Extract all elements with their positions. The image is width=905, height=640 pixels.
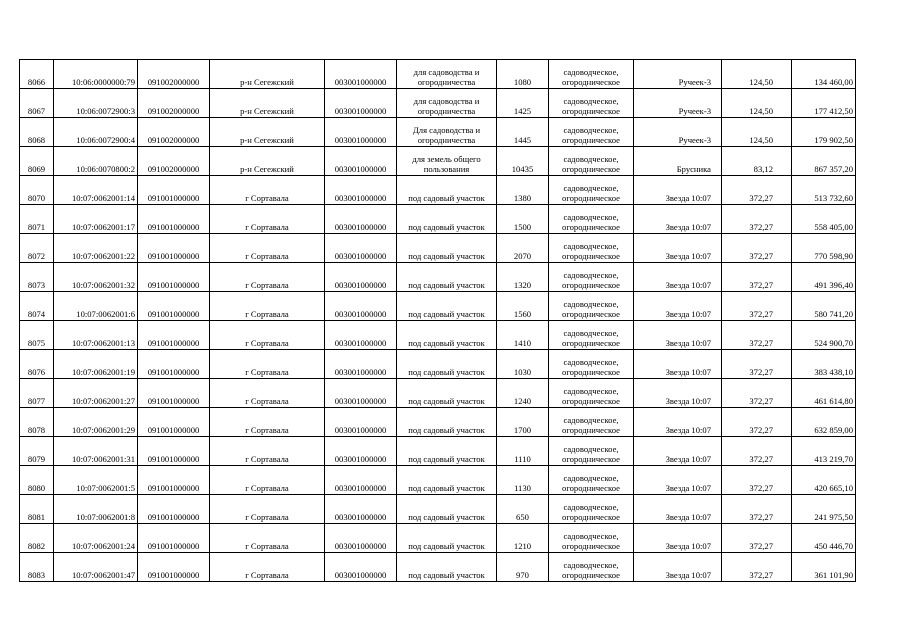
table-row xyxy=(20,234,856,263)
cell-locality: р-н Сегежский xyxy=(210,60,325,89)
cell-okato-code: 091002000000 xyxy=(138,89,210,118)
cell-category-code: 003001000000 xyxy=(325,495,397,524)
cell-okato-code: 091001000000 xyxy=(138,205,210,234)
cell-use-category: садоводческое, огородническое xyxy=(549,524,634,553)
cell-cadastral-number: 10:06:0072900:3 xyxy=(54,89,138,118)
cell-cadastral-value: 632 859,00 xyxy=(792,408,856,437)
cell-area: 1700 xyxy=(497,408,549,437)
cell-area: 1380 xyxy=(497,176,549,205)
cell-number: 8066 xyxy=(20,60,54,89)
cell-cadastral-number: 10:06:0072900:4 xyxy=(54,118,138,147)
cell-valuation-zone: Звезда 10:07 xyxy=(634,553,722,582)
cell-permitted-use: для земель общего пользования xyxy=(397,147,497,176)
cell-unit-value: 372,27 xyxy=(722,408,792,437)
cell-permitted-use: под садовый участок xyxy=(397,321,497,350)
cell-valuation-zone: Звезда 10:07 xyxy=(634,234,722,263)
cell-area: 1410 xyxy=(497,321,549,350)
table-row xyxy=(20,408,856,437)
cell-okato-code: 091001000000 xyxy=(138,553,210,582)
cell-okato-code: 091001000000 xyxy=(138,176,210,205)
cell-number: 8070 xyxy=(20,176,54,205)
cell-locality: г Сортавала xyxy=(210,495,325,524)
cell-locality: г Сортавала xyxy=(210,553,325,582)
cell-valuation-zone: Звезда 10:07 xyxy=(634,205,722,234)
cell-okato-code: 091002000000 xyxy=(138,60,210,89)
cell-okato-code: 091001000000 xyxy=(138,350,210,379)
cell-cadastral-value: 513 732,60 xyxy=(792,176,856,205)
cell-use-category: садоводческое, огородническое xyxy=(549,350,634,379)
cell-valuation-zone: Звезда 10:07 xyxy=(634,524,722,553)
cell-category-code: 003001000000 xyxy=(325,321,397,350)
cell-area: 650 xyxy=(497,495,549,524)
table-row xyxy=(20,495,856,524)
cell-valuation-zone: Звезда 10:07 xyxy=(634,350,722,379)
cell-unit-value: 372,27 xyxy=(722,292,792,321)
cell-number: 8077 xyxy=(20,379,54,408)
cell-cadastral-number: 10:07:0062001:14 xyxy=(54,176,138,205)
cell-number: 8074 xyxy=(20,292,54,321)
cell-area: 2070 xyxy=(497,234,549,263)
cell-cadastral-value: 420 665,10 xyxy=(792,466,856,495)
cell-cadastral-value: 524 900,70 xyxy=(792,321,856,350)
cell-permitted-use: под садовый участок xyxy=(397,437,497,466)
cell-locality: р-н Сегежский xyxy=(210,118,325,147)
cell-permitted-use: под садовый участок xyxy=(397,234,497,263)
cell-unit-value: 124,50 xyxy=(722,60,792,89)
cell-okato-code: 091001000000 xyxy=(138,495,210,524)
cell-okato-code: 091001000000 xyxy=(138,524,210,553)
cell-unit-value: 372,27 xyxy=(722,234,792,263)
cell-locality: г Сортавала xyxy=(210,524,325,553)
cell-number: 8071 xyxy=(20,205,54,234)
table-row xyxy=(20,147,856,176)
cell-use-category: садоводческое, огородническое xyxy=(549,263,634,292)
table-row xyxy=(20,553,856,582)
cell-unit-value: 124,50 xyxy=(722,89,792,118)
cell-unit-value: 372,27 xyxy=(722,379,792,408)
land-registry-table xyxy=(19,59,856,582)
cell-permitted-use: под садовый участок xyxy=(397,205,497,234)
cell-use-category: садоводческое, огородническое xyxy=(549,147,634,176)
cell-permitted-use: под садовый участок xyxy=(397,553,497,582)
cell-area: 1320 xyxy=(497,263,549,292)
cell-cadastral-value: 241 975,50 xyxy=(792,495,856,524)
cell-cadastral-number: 10:07:0062001:27 xyxy=(54,379,138,408)
cell-area: 10435 xyxy=(497,147,549,176)
cell-locality: г Сортавала xyxy=(210,292,325,321)
cell-okato-code: 091001000000 xyxy=(138,379,210,408)
cell-use-category: садоводческое, огородническое xyxy=(549,466,634,495)
cell-category-code: 003001000000 xyxy=(325,147,397,176)
cell-locality: г Сортавала xyxy=(210,176,325,205)
cell-valuation-zone: Звезда 10:07 xyxy=(634,408,722,437)
cell-cadastral-number: 10:07:0062001:22 xyxy=(54,234,138,263)
cell-permitted-use: для садоводства и огородничества xyxy=(397,89,497,118)
cell-cadastral-value: 177 412,50 xyxy=(792,89,856,118)
cell-use-category: садоводческое, огородническое xyxy=(549,321,634,350)
cell-valuation-zone: Ручеек-3 xyxy=(634,118,722,147)
cell-cadastral-value: 383 438,10 xyxy=(792,350,856,379)
table-row xyxy=(20,321,856,350)
table-row xyxy=(20,292,856,321)
table-row xyxy=(20,89,856,118)
cell-use-category: садоводческое, огородническое xyxy=(549,176,634,205)
cell-category-code: 003001000000 xyxy=(325,60,397,89)
table-row xyxy=(20,350,856,379)
cell-valuation-zone: Звезда 10:07 xyxy=(634,495,722,524)
cell-category-code: 003001000000 xyxy=(325,408,397,437)
cell-unit-value: 83,12 xyxy=(722,147,792,176)
cell-okato-code: 091001000000 xyxy=(138,292,210,321)
cell-unit-value: 372,27 xyxy=(722,466,792,495)
cell-cadastral-value: 450 446,70 xyxy=(792,524,856,553)
cell-permitted-use: Для садоводства и огородничества xyxy=(397,118,497,147)
cell-cadastral-value: 179 902,50 xyxy=(792,118,856,147)
cell-use-category: садоводческое, огородническое xyxy=(549,379,634,408)
cell-area: 1130 xyxy=(497,466,549,495)
cell-okato-code: 091001000000 xyxy=(138,321,210,350)
cell-number: 8081 xyxy=(20,495,54,524)
cell-category-code: 003001000000 xyxy=(325,437,397,466)
cell-cadastral-number: 10:07:0062001:13 xyxy=(54,321,138,350)
cell-locality: г Сортавала xyxy=(210,466,325,495)
cell-category-code: 003001000000 xyxy=(325,524,397,553)
cell-number: 8068 xyxy=(20,118,54,147)
cell-valuation-zone: Звезда 10:07 xyxy=(634,321,722,350)
cell-valuation-zone: Ручеек-3 xyxy=(634,60,722,89)
cell-area: 1445 xyxy=(497,118,549,147)
cell-cadastral-value: 558 405,00 xyxy=(792,205,856,234)
cell-locality: г Сортавала xyxy=(210,379,325,408)
cell-cadastral-number: 10:07:0062001:6 xyxy=(54,292,138,321)
cell-category-code: 003001000000 xyxy=(325,466,397,495)
cell-permitted-use: под садовый участок xyxy=(397,524,497,553)
cell-cadastral-number: 10:07:0062001:19 xyxy=(54,350,138,379)
table-body xyxy=(20,60,856,582)
cell-cadastral-value: 580 741,20 xyxy=(792,292,856,321)
cell-locality: г Сортавала xyxy=(210,263,325,292)
cell-valuation-zone: Брусника xyxy=(634,147,722,176)
cell-area: 1080 xyxy=(497,60,549,89)
table-row xyxy=(20,524,856,553)
cell-unit-value: 372,27 xyxy=(722,176,792,205)
cell-unit-value: 372,27 xyxy=(722,205,792,234)
cell-cadastral-number: 10:07:0062001:47 xyxy=(54,553,138,582)
cell-locality: г Сортавала xyxy=(210,350,325,379)
table-row xyxy=(20,118,856,147)
table-row xyxy=(20,437,856,466)
cell-category-code: 003001000000 xyxy=(325,234,397,263)
cell-use-category: садоводческое, огородническое xyxy=(549,495,634,524)
cell-cadastral-number: 10:07:0062001:5 xyxy=(54,466,138,495)
cell-area: 1030 xyxy=(497,350,549,379)
cell-locality: р-н Сегежский xyxy=(210,147,325,176)
cell-cadastral-value: 491 396,40 xyxy=(792,263,856,292)
cell-area: 1110 xyxy=(497,437,549,466)
cell-permitted-use: под садовый участок xyxy=(397,408,497,437)
cell-cadastral-value: 461 614,80 xyxy=(792,379,856,408)
cell-use-category: садоводческое, огородническое xyxy=(549,408,634,437)
cell-permitted-use: под садовый участок xyxy=(397,466,497,495)
cell-permitted-use: для садоводства и огородничества xyxy=(397,60,497,89)
table-row xyxy=(20,379,856,408)
cell-number: 8080 xyxy=(20,466,54,495)
cell-valuation-zone: Звезда 10:07 xyxy=(634,466,722,495)
cell-unit-value: 372,27 xyxy=(722,495,792,524)
cell-valuation-zone: Звезда 10:07 xyxy=(634,176,722,205)
cell-permitted-use: под садовый участок xyxy=(397,263,497,292)
cell-number: 8069 xyxy=(20,147,54,176)
cell-permitted-use: под садовый участок xyxy=(397,292,497,321)
cell-permitted-use: под садовый участок xyxy=(397,176,497,205)
cell-valuation-zone: Звезда 10:07 xyxy=(634,379,722,408)
cell-locality: р-н Сегежский xyxy=(210,89,325,118)
cell-number: 8072 xyxy=(20,234,54,263)
cell-unit-value: 372,27 xyxy=(722,553,792,582)
cell-use-category: садоводческое, огородническое xyxy=(549,60,634,89)
cell-permitted-use: под садовый участок xyxy=(397,495,497,524)
cell-cadastral-value: 361 101,90 xyxy=(792,553,856,582)
cell-cadastral-value: 413 219,70 xyxy=(792,437,856,466)
table-row xyxy=(20,263,856,292)
cell-category-code: 003001000000 xyxy=(325,205,397,234)
cell-okato-code: 091002000000 xyxy=(138,147,210,176)
cell-okato-code: 091002000000 xyxy=(138,118,210,147)
cell-use-category: садоводческое, огородническое xyxy=(549,553,634,582)
cell-area: 1210 xyxy=(497,524,549,553)
cell-area: 970 xyxy=(497,553,549,582)
cell-okato-code: 091001000000 xyxy=(138,466,210,495)
table-row xyxy=(20,205,856,234)
cell-valuation-zone: Ручеек-3 xyxy=(634,89,722,118)
cell-valuation-zone: Звезда 10:07 xyxy=(634,263,722,292)
cell-category-code: 003001000000 xyxy=(325,379,397,408)
cell-category-code: 003001000000 xyxy=(325,176,397,205)
cell-area: 1560 xyxy=(497,292,549,321)
cell-unit-value: 372,27 xyxy=(722,524,792,553)
cell-okato-code: 091001000000 xyxy=(138,437,210,466)
cell-cadastral-number: 10:07:0062001:17 xyxy=(54,205,138,234)
table-row xyxy=(20,466,856,495)
cell-locality: г Сортавала xyxy=(210,205,325,234)
cell-use-category: садоводческое, огородническое xyxy=(549,437,634,466)
cell-unit-value: 124,50 xyxy=(722,118,792,147)
cell-category-code: 003001000000 xyxy=(325,292,397,321)
cell-cadastral-number: 10:06:0000000:79 xyxy=(54,60,138,89)
cell-category-code: 003001000000 xyxy=(325,118,397,147)
cell-cadastral-number: 10:07:0062001:8 xyxy=(54,495,138,524)
cell-area: 1500 xyxy=(497,205,549,234)
cell-unit-value: 372,27 xyxy=(722,263,792,292)
cell-area: 1425 xyxy=(497,89,549,118)
cell-locality: г Сортавала xyxy=(210,408,325,437)
cell-locality: г Сортавала xyxy=(210,321,325,350)
cell-area: 1240 xyxy=(497,379,549,408)
cell-use-category: садоводческое, огородническое xyxy=(549,205,634,234)
cell-cadastral-number: 10:06:0070800:2 xyxy=(54,147,138,176)
table-row xyxy=(20,60,856,89)
cell-number: 8083 xyxy=(20,553,54,582)
cell-permitted-use: под садовый участок xyxy=(397,350,497,379)
cell-okato-code: 091001000000 xyxy=(138,234,210,263)
cell-okato-code: 091001000000 xyxy=(138,263,210,292)
cell-unit-value: 372,27 xyxy=(722,350,792,379)
cell-unit-value: 372,27 xyxy=(722,321,792,350)
cell-okato-code: 091001000000 xyxy=(138,408,210,437)
cell-cadastral-number: 10:07:0062001:32 xyxy=(54,263,138,292)
cell-category-code: 003001000000 xyxy=(325,263,397,292)
cell-number: 8079 xyxy=(20,437,54,466)
cell-use-category: садоводческое, огородническое xyxy=(549,89,634,118)
cell-number: 8073 xyxy=(20,263,54,292)
cell-cadastral-number: 10:07:0062001:24 xyxy=(54,524,138,553)
cell-cadastral-value: 134 460,00 xyxy=(792,60,856,89)
cell-locality: г Сортавала xyxy=(210,234,325,263)
cell-number: 8078 xyxy=(20,408,54,437)
cell-unit-value: 372,27 xyxy=(722,437,792,466)
cell-cadastral-value: 770 598,90 xyxy=(792,234,856,263)
cell-use-category: садоводческое, огородническое xyxy=(549,234,634,263)
cell-use-category: садоводческое, огородническое xyxy=(549,118,634,147)
cell-use-category: садоводческое, огородническое xyxy=(549,292,634,321)
cell-permitted-use: под садовый участок xyxy=(397,379,497,408)
cell-number: 8076 xyxy=(20,350,54,379)
cell-cadastral-number: 10:07:0062001:31 xyxy=(54,437,138,466)
cell-valuation-zone: Звезда 10:07 xyxy=(634,437,722,466)
cell-number: 8082 xyxy=(20,524,54,553)
cell-category-code: 003001000000 xyxy=(325,350,397,379)
cell-cadastral-number: 10:07:0062001:29 xyxy=(54,408,138,437)
cell-category-code: 003001000000 xyxy=(325,553,397,582)
cell-number: 8067 xyxy=(20,89,54,118)
cell-category-code: 003001000000 xyxy=(325,89,397,118)
cell-cadastral-value: 867 357,20 xyxy=(792,147,856,176)
cell-locality: г Сортавала xyxy=(210,437,325,466)
cell-number: 8075 xyxy=(20,321,54,350)
cell-valuation-zone: Звезда 10:07 xyxy=(634,292,722,321)
table-row xyxy=(20,176,856,205)
